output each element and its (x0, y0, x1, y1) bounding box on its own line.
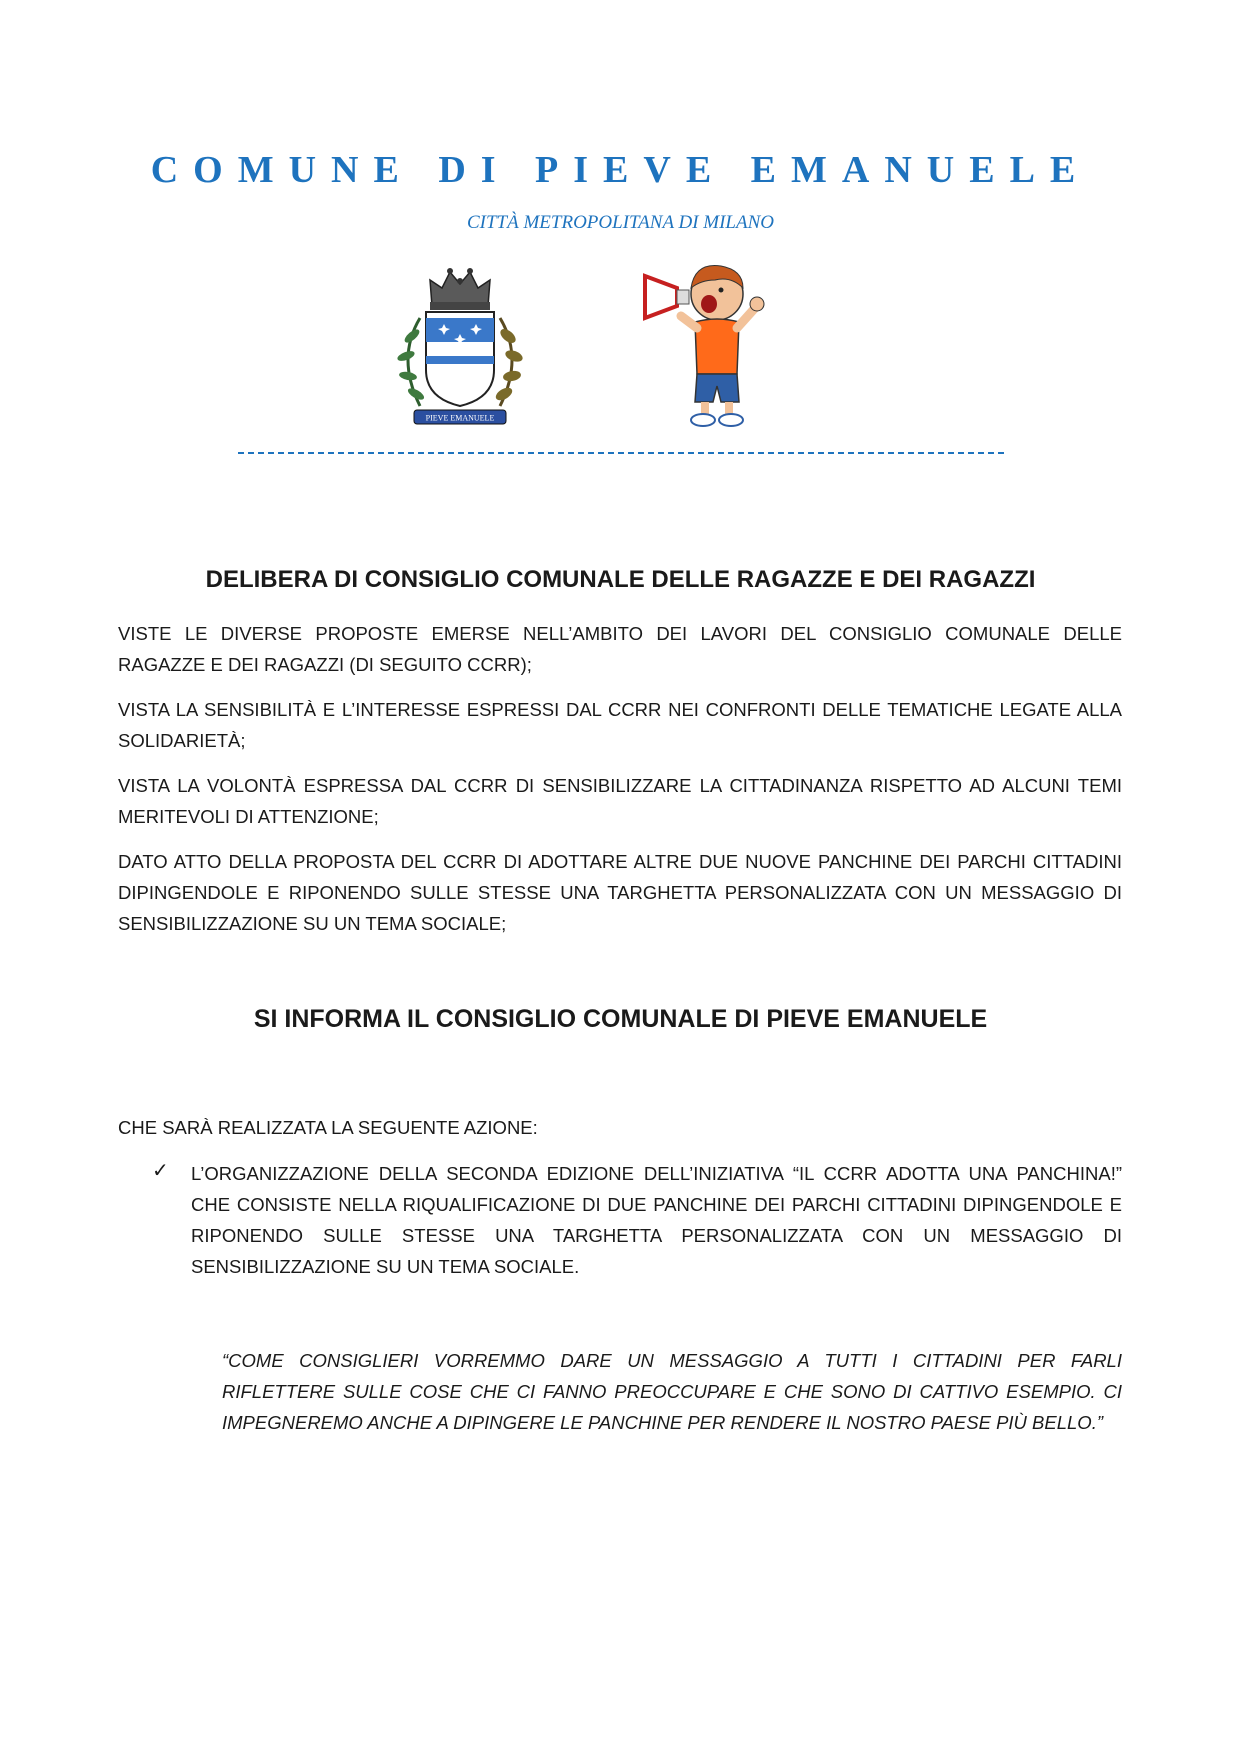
page-subtitle: CITTÀ METROPOLITANA DI MILANO (466, 212, 774, 233)
paragraph-2: VISTA LA SENSIBILITÀ E L’INTERESSE ESPRESSI DAL CCRR NEI CONFRONTI DELLE TEMATICHE LEGATE ALLA SOLIDARIETÀ; (118, 699, 1122, 751)
action-intro: CHE SARÀ REALIZZATA LA SEGUENTE AZIONE: (118, 1117, 538, 1138)
checkmark-icon: ✓ (152, 1160, 169, 1182)
coat-of-arms-icon (380, 258, 540, 433)
action-item: L’ORGANIZZAZIONE DELLA SECONDA EDIZIONE DELL’INIZIATIVA “IL CCRR ADOTTA UNA PANCHINA!” CHE CONSISTE NELLA RIQUALIFICAZIONE DI DUE PANCHINE DEI PARCHI CITTADINI DIPINGENDOLE E RIPONENDO SULLE STESSE UNA TARGHETTA PERSONALIZZATA CON UN MESSAGGIO DI SENSIBILIZZAZIONE SU UN TEMA SOCIALE. (191, 1163, 1122, 1277)
divider (238, 452, 1004, 454)
page-title: COMUNE DI PIEVE EMANUELE (150, 149, 1091, 191)
second-heading: SI INFORMA IL CONSIGLIO COMUNALE DI PIEVE EMANUELE (253, 1005, 988, 1033)
paragraph-4: DATO ATTO DELLA PROPOSTA DEL CCRR DI ADOTTARE ALTRE DUE NUOVE PANCHINE DEI PARCHI CITTADINI DIPINGENDOLE E RIPONENDO SULLE STESSE UNA TARGHETTA PERSONALIZZATA CON UN MESSAGGIO DI SENSIBILIZZAZIONE SU UN TEMA SOCIALE; (118, 851, 1122, 934)
paragraph-1: VISTE LE DIVERSE PROPOSTE EMERSE NELL’AMBITO DEI LAVORI DEL CONSIGLIO COMUNALE DELLE RAGAZZE E DEI RAGAZZI (DI SEGUITO CCRR); (118, 623, 1122, 675)
paragraph-3: VISTA LA VOLONTÀ ESPRESSA DAL CCRR DI SENSIBILIZZARE LA CITTADINANZA RISPETTO AD ALCUNI TEMI MERITEVOLI DI ATTENZIONE; (118, 775, 1122, 827)
council-quote: “COME CONSIGLIERI VORREMMO DARE UN MESSAGGIO A TUTTI I CITTADINI PER FARLI RIFLETTERE SULLE COSE CHE CI FANNO PREOCCUPARE E CHE SONO DI CATTIVO ESEMPIO. CI IMPEGNEREMO ANCHE A DIPINGERE LE PANCHINE PER RENDERE IL NOSTRO PAESE PIÙ BELLO.” (222, 1350, 1122, 1433)
main-heading: DELIBERA DI CONSIGLIO COMUNALE DELLE RAGAZZE E DEI RAGAZZI (205, 566, 1036, 593)
crest-banner-text: PIEVE EMANUELE (425, 413, 495, 423)
megaphone-boy-icon (635, 258, 785, 433)
